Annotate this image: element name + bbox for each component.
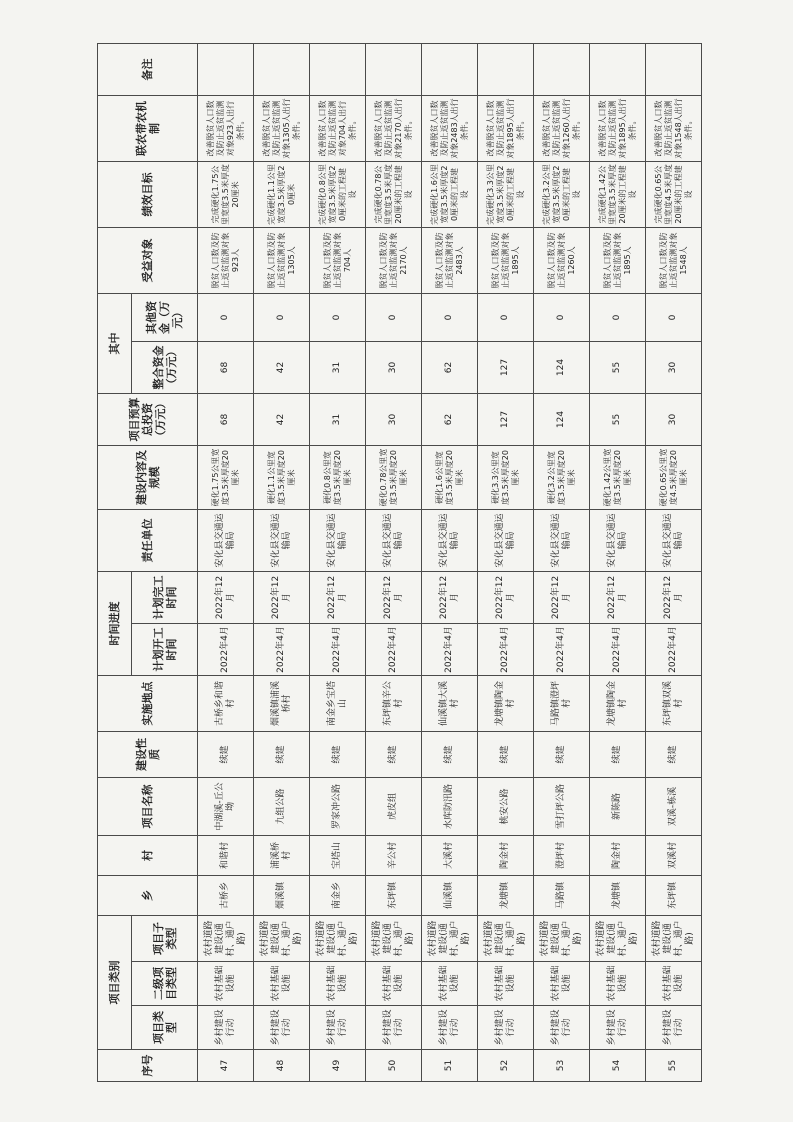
other-cell: 0 [478, 293, 534, 341]
content-cell: 硬化1.75公里宽度3.5米厚度20厘米 [198, 445, 254, 509]
rotated-table-page [97, 44, 695, 1082]
type-cell: 乡村建设行动 [422, 1006, 478, 1050]
header-end: 计划完工时间 [132, 571, 198, 623]
project-name-cell: 九组公路 [254, 777, 310, 835]
subtype-cell: 农村道路建设(通村、通户路) [534, 915, 590, 961]
header-seq: 序号 [98, 1050, 198, 1082]
other-cell: 0 [646, 293, 702, 341]
header-type: 项目类型 [132, 1006, 198, 1050]
subtype-cell: 农村道路建设(通村、通户路) [422, 915, 478, 961]
type-cell: 乡村建设行动 [366, 1006, 422, 1050]
other-cell: 0 [310, 293, 366, 341]
end-cell: 2022年12月 [534, 571, 590, 623]
village-cell: 澄坪村 [534, 835, 590, 875]
seq-cell: 51 [422, 1050, 478, 1082]
location-cell: 仙溪镇大溪村 [422, 675, 478, 731]
secondary-type-cell: 农村基础设施 [254, 962, 310, 1006]
content-cell: 硬化1.6公里宽度3.5米厚度20厘米 [422, 445, 478, 509]
unit-cell: 安化县交通运输局 [590, 509, 646, 571]
goal-cell: 完成硬化1.42公里宽度3.5米厚度20厘米的工程建设 [590, 161, 646, 227]
header-township: 乡 [98, 875, 198, 915]
nature-cell: 续建 [478, 731, 534, 777]
seq-cell: 54 [590, 1050, 646, 1082]
header-unit: 责任单位 [98, 509, 198, 571]
project-name-cell: 虎皮组 [366, 777, 422, 835]
budget-cell: 127 [478, 393, 534, 445]
secondary-type-cell: 农村基础设施 [534, 962, 590, 1006]
mechanism-cell: 改善脱贫人口数及防止返贫监测对象2170人出行条件。 [366, 95, 422, 161]
budget-cell: 42 [254, 393, 310, 445]
project-name-cell: 雪打坪公路 [534, 777, 590, 835]
beneficiary-cell: 脱贫人口数及防止返贫监测对象2170人 [366, 227, 422, 293]
header-other: 其他资金（万元） [132, 293, 198, 341]
village-cell: 辛公村 [366, 835, 422, 875]
budget-cell: 55 [590, 393, 646, 445]
start-cell: 2022年4月 [590, 623, 646, 675]
integrated-cell: 124 [534, 341, 590, 393]
remark-cell [310, 43, 366, 95]
table-row [198, 43, 254, 1081]
type-cell: 乡村建设行动 [646, 1006, 702, 1050]
village-cell: 陶金村 [590, 835, 646, 875]
other-cell: 0 [534, 293, 590, 341]
remark-cell [254, 43, 310, 95]
village-cell: 浦溪桥村 [254, 835, 310, 875]
budget-cell: 30 [646, 393, 702, 445]
project-name-cell: 罗家冲公路 [310, 777, 366, 835]
township-cell: 烟溪镇 [254, 875, 310, 915]
end-cell: 2022年12月 [478, 571, 534, 623]
remark-cell [422, 43, 478, 95]
goal-cell: 完成硬化0.78公里宽度3.5米厚度20厘米的工程建设 [366, 161, 422, 227]
budget-cell: 30 [366, 393, 422, 445]
header-category: 项目类别 [98, 915, 132, 1049]
project-name-cell: 双溪-栋溪 [646, 777, 702, 835]
subtype-cell: 农村道路建设(通村、通户路) [198, 915, 254, 961]
secondary-type-cell: 农村基础设施 [310, 962, 366, 1006]
nature-cell: 续建 [646, 731, 702, 777]
end-cell: 2022年12月 [254, 571, 310, 623]
township-cell: 南金乡 [310, 875, 366, 915]
project-name-cell: 水库防汛路 [422, 777, 478, 835]
beneficiary-cell: 脱贫人口数及防止返贫监测对象1305人 [254, 227, 310, 293]
end-cell: 2022年12月 [366, 571, 422, 623]
remark-cell [646, 43, 702, 95]
township-cell: 仙溪镇 [422, 875, 478, 915]
nature-cell: 续建 [310, 731, 366, 777]
beneficiary-cell: 脱贫人口数及防止返贫监测对象704人 [310, 227, 366, 293]
budget-cell: 62 [422, 393, 478, 445]
integrated-cell: 30 [366, 341, 422, 393]
end-cell: 2022年12月 [590, 571, 646, 623]
beneficiary-cell: 脱贫人口数及防止返贫监测对象2483人 [422, 227, 478, 293]
start-cell: 2022年4月 [254, 623, 310, 675]
start-cell: 2022年4月 [198, 623, 254, 675]
table-row [478, 43, 534, 1081]
seq-cell: 52 [478, 1050, 534, 1082]
nature-cell: 续建 [254, 731, 310, 777]
project-name-cell: 中湖溪-丘公坳 [198, 777, 254, 835]
nature-cell: 续建 [422, 731, 478, 777]
subtype-cell: 农村道路建设(通村、通户路) [254, 915, 310, 961]
remark-cell [534, 43, 590, 95]
integrated-cell: 42 [254, 341, 310, 393]
beneficiary-cell: 脱贫人口数及防止返贫监测对象1895人 [590, 227, 646, 293]
village-cell: 大溪村 [422, 835, 478, 875]
integrated-cell: 55 [590, 341, 646, 393]
budget-cell: 31 [310, 393, 366, 445]
remark-cell [198, 43, 254, 95]
beneficiary-cell: 脱贫人口数及防止返贫监测对象923人 [198, 227, 254, 293]
secondary-type-cell: 农村基础设施 [198, 962, 254, 1006]
header-start: 计划开工时间 [132, 623, 198, 675]
start-cell: 2022年4月 [534, 623, 590, 675]
subtype-cell: 农村道路建设(通村、通户路) [590, 915, 646, 961]
nature-cell: 续建 [366, 731, 422, 777]
village-cell: 宝塔山 [310, 835, 366, 875]
mechanism-cell: 改善脱贫人口数及防止返贫监测对象1895人出行条件。 [478, 95, 534, 161]
secondary-type-cell: 农村基础设施 [646, 962, 702, 1006]
table-row [646, 43, 702, 1081]
header-of-which: 其中 [98, 293, 132, 393]
start-cell: 2022年4月 [646, 623, 702, 675]
project-name-cell: 新陈路 [590, 777, 646, 835]
unit-cell: 安化县交通运输局 [534, 509, 590, 571]
content-cell: 硬化3.2公里宽度3.5米厚度20厘米 [534, 445, 590, 509]
header-integrated: 整合资金（万元） [132, 341, 198, 393]
goal-cell: 完成硬化0.65公里宽度4.5米厚度20厘米的工程建设 [646, 161, 702, 227]
integrated-cell: 62 [422, 341, 478, 393]
unit-cell: 安化县交通运输局 [254, 509, 310, 571]
project-name-cell: 桃安公路 [478, 777, 534, 835]
end-cell: 2022年12月 [422, 571, 478, 623]
seq-cell: 49 [310, 1050, 366, 1082]
goal-cell: 完成硬化3.3公里宽度3.5米厚度20厘米的工程建设 [478, 161, 534, 227]
type-cell: 乡村建设行动 [198, 1006, 254, 1050]
end-cell: 2022年12月 [198, 571, 254, 623]
seq-cell: 50 [366, 1050, 422, 1082]
seq-cell: 48 [254, 1050, 310, 1082]
other-cell: 0 [254, 293, 310, 341]
secondary-type-cell: 农村基础设施 [478, 962, 534, 1006]
goal-cell: 完成硬化0.8公里宽度3.5米厚度20厘米的工程建设 [310, 161, 366, 227]
integrated-cell: 31 [310, 341, 366, 393]
mechanism-cell: 改善脱贫人口数及防止返贫监测对象1260人出行条件。 [534, 95, 590, 161]
mechanism-cell: 改善脱贫人口数及防止返贫监测对象2483人出行条件。 [422, 95, 478, 161]
subtype-cell: 农村道路建设(通村、通户路) [646, 915, 702, 961]
start-cell: 2022年4月 [310, 623, 366, 675]
location-cell: 烟溪镇浦溪桥村 [254, 675, 310, 731]
budget-cell: 68 [198, 393, 254, 445]
other-cell: 0 [422, 293, 478, 341]
header-project-name: 项目名称 [98, 777, 198, 835]
unit-cell: 安化县交通运输局 [198, 509, 254, 571]
location-cell: 龙塘镇陶金村 [478, 675, 534, 731]
table-row [254, 43, 310, 1081]
start-cell: 2022年4月 [422, 623, 478, 675]
end-cell: 2022年12月 [310, 571, 366, 623]
township-cell: 东坪镇 [646, 875, 702, 915]
seq-cell: 55 [646, 1050, 702, 1082]
type-cell: 乡村建设行动 [310, 1006, 366, 1050]
content-cell: 硬化3.3公里宽度3.5米厚度20厘米 [478, 445, 534, 509]
header-time-progress: 时间进度 [98, 571, 132, 675]
nature-cell: 续建 [534, 731, 590, 777]
header-secondary-type: 二级项目类型 [132, 962, 198, 1006]
mechanism-cell: 改善脱贫人口数及防止返贫监测对象1548人出行条件。 [646, 95, 702, 161]
location-cell: 马路镇澄坪村 [534, 675, 590, 731]
mechanism-cell: 改善脱贫人口数及防止返贫监测对象923人出行条件。 [198, 95, 254, 161]
other-cell: 0 [590, 293, 646, 341]
header-beneficiary: 受益对象 [98, 227, 198, 293]
other-cell: 0 [366, 293, 422, 341]
village-cell: 和谐村 [198, 835, 254, 875]
nature-cell: 续建 [198, 731, 254, 777]
integrated-cell: 30 [646, 341, 702, 393]
secondary-type-cell: 农村基础设施 [422, 962, 478, 1006]
remark-cell [590, 43, 646, 95]
location-cell: 古桥乡和谐村 [198, 675, 254, 731]
table-body [198, 43, 702, 1081]
mechanism-cell: 改善脱贫人口数及防止返贫监测对象1895人出行条件。 [590, 95, 646, 161]
secondary-type-cell: 农村基础设施 [590, 962, 646, 1006]
header-subtype: 项目子类型 [132, 915, 198, 961]
location-cell: 东坪镇辛公村 [366, 675, 422, 731]
township-cell: 龙塘镇 [478, 875, 534, 915]
content-cell: 硬化1.42公里宽度3.5米厚度20厘米 [590, 445, 646, 509]
integrated-cell: 68 [198, 341, 254, 393]
end-cell: 2022年12月 [646, 571, 702, 623]
content-cell: 硬化0.8公里宽度3.5米厚度20厘米 [310, 445, 366, 509]
unit-cell: 安化县交通运输局 [646, 509, 702, 571]
header-budget: 项目预算总投资（万元） [98, 393, 198, 445]
header-remark: 备注 [98, 43, 198, 95]
nature-cell: 续建 [590, 731, 646, 777]
unit-cell: 安化县交通运输局 [422, 509, 478, 571]
header-village: 村 [98, 835, 198, 875]
budget-cell: 124 [534, 393, 590, 445]
mechanism-cell: 改善脱贫人口数及防止返贫监测对象704人出行条件。 [310, 95, 366, 161]
township-cell: 马路镇 [534, 875, 590, 915]
start-cell: 2022年4月 [366, 623, 422, 675]
unit-cell: 安化县交通运输局 [366, 509, 422, 571]
content-cell: 硬化0.78公里宽度3.5米厚度20厘米 [366, 445, 422, 509]
type-cell: 乡村建设行动 [590, 1006, 646, 1050]
seq-cell: 47 [198, 1050, 254, 1082]
unit-cell: 安化县交通运输局 [310, 509, 366, 571]
township-cell: 古桥乡 [198, 875, 254, 915]
village-cell: 双溪村 [646, 835, 702, 875]
subtype-cell: 农村道路建设(通村、通户路) [478, 915, 534, 961]
remark-cell [478, 43, 534, 95]
integrated-cell: 127 [478, 341, 534, 393]
project-table [97, 43, 702, 1082]
header-nature: 建设性质 [98, 731, 198, 777]
header-goal: 绩效目标 [98, 161, 198, 227]
seq-cell: 53 [534, 1050, 590, 1082]
location-cell: 南金乡宝塔山 [310, 675, 366, 731]
content-cell: 硬化0.65公里宽度4.5米厚度20厘米 [646, 445, 702, 509]
type-cell: 乡村建设行动 [478, 1006, 534, 1050]
beneficiary-cell: 脱贫人口数及防止返贫监测对象1895人 [478, 227, 534, 293]
township-cell: 龙塘镇 [590, 875, 646, 915]
table-row [366, 43, 422, 1081]
table-row [422, 43, 478, 1081]
subtype-cell: 农村道路建设(通村、通户路) [366, 915, 422, 961]
goal-cell: 完成硬化1.75公里宽度3.5米厚度20厘米 [198, 161, 254, 227]
location-cell: 龙塘镇陶金村 [590, 675, 646, 731]
mechanism-cell: 改善脱贫人口数及防止返贫监测对象1305人出行条件。 [254, 95, 310, 161]
beneficiary-cell: 脱贫人口数及防止返贫监测对象1260人 [534, 227, 590, 293]
header-mechanism: 联农带农机制 [98, 95, 198, 161]
subtype-cell: 农村道路建设(通村、通户路) [310, 915, 366, 961]
village-cell: 陶金村 [478, 835, 534, 875]
table-row [590, 43, 646, 1081]
type-cell: 乡村建设行动 [254, 1006, 310, 1050]
goal-cell: 完成硬化3.2公里宽度3.5米厚度20厘米的工程建设 [534, 161, 590, 227]
remark-cell [366, 43, 422, 95]
header-location: 实施地点 [98, 675, 198, 731]
unit-cell: 安化县交通运输局 [478, 509, 534, 571]
table-row [310, 43, 366, 1081]
type-cell: 乡村建设行动 [534, 1006, 590, 1050]
other-cell: 0 [198, 293, 254, 341]
header-content: 建设内容及规模 [98, 445, 198, 509]
start-cell: 2022年4月 [478, 623, 534, 675]
location-cell: 东坪镇双溪村 [646, 675, 702, 731]
goal-cell: 完成硬化1.6公里宽度3.5米厚度20厘米的工程建设 [422, 161, 478, 227]
beneficiary-cell: 脱贫人口数及防止返贫监测对象1548人 [646, 227, 702, 293]
content-cell: 硬化1.1公里宽度3.5米厚度20厘米 [254, 445, 310, 509]
secondary-type-cell: 农村基础设施 [366, 962, 422, 1006]
table-row [534, 43, 590, 1081]
goal-cell: 完成硬化1.1公里宽度3.5米厚度20厘米 [254, 161, 310, 227]
township-cell: 东坪镇 [366, 875, 422, 915]
